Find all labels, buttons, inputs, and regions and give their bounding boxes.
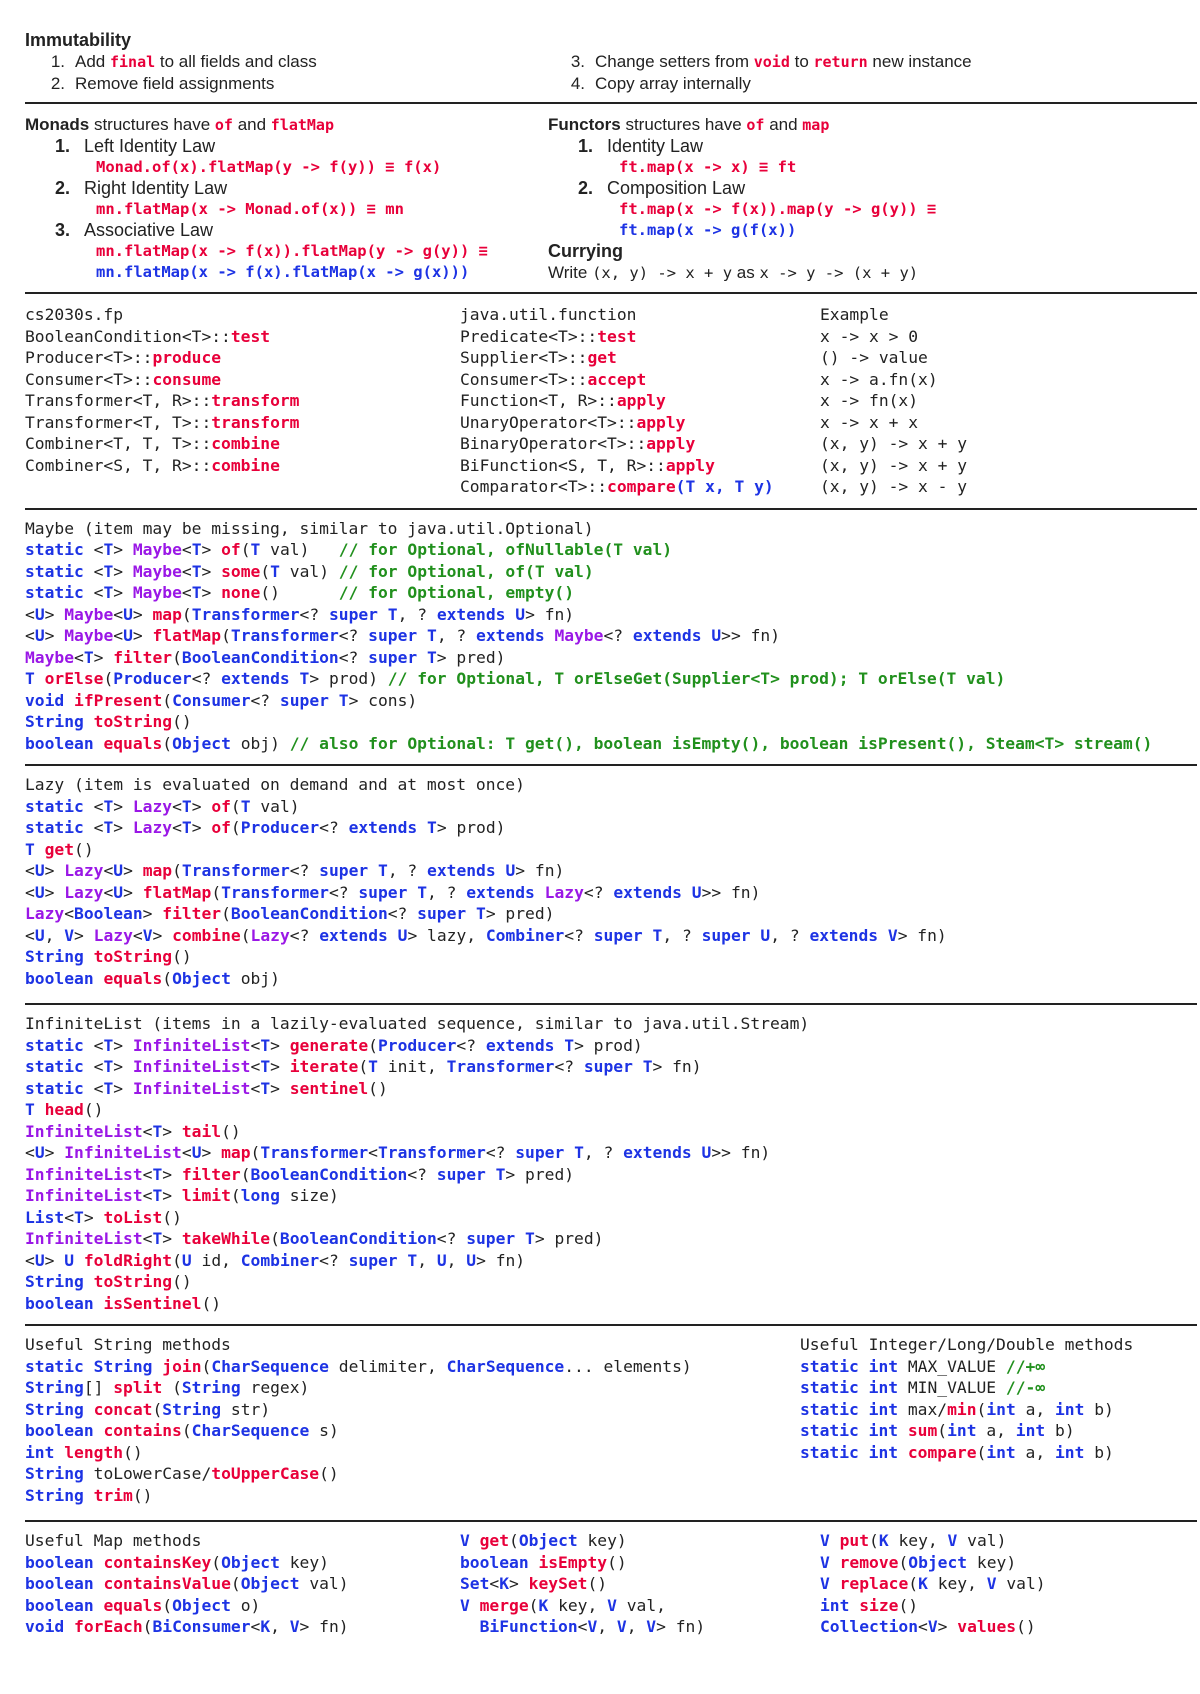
method-signature: String toString() bbox=[25, 947, 192, 966]
method-signature: static int MIN_VALUE //-∞ bbox=[800, 1378, 1046, 1397]
method-signature: static <T> InfiniteList<T> generate(Producer<? extends T> prod) bbox=[25, 1035, 643, 1055]
law-name: Associative Law bbox=[84, 220, 214, 240]
method-signature: String toLowerCase/toUpperCase() bbox=[25, 1464, 339, 1483]
interface-row: Combiner<S, T, R>::combine bbox=[25, 455, 280, 475]
interface-row: Function<T, R>::apply bbox=[460, 391, 666, 410]
method-signature: <U> InfiniteList<U> map(Transformer<Transformer<? super T, ? extends U>> fn) bbox=[25, 1143, 771, 1162]
column-header: cs2030s.fp bbox=[25, 305, 124, 324]
map-methods-col1 bbox=[25, 1530, 460, 1638]
method-signature: static <T> Maybe<T> of(T val) // for Optional, ofNullable(T val) bbox=[25, 540, 673, 559]
method-signature: V remove(Object key) bbox=[820, 1552, 1017, 1572]
immutability-item-1: 1. Add final to all fields and class bbox=[50, 52, 317, 71]
currying-desc: Write (x, y) -> x + y as x -> y -> (x + y) bbox=[548, 263, 919, 282]
method-signature: boolean equals(Object o) bbox=[25, 1595, 261, 1615]
method-signature: static <T> Lazy<T> of(Producer<? extends T> prod) bbox=[25, 818, 506, 837]
method-signature: static <T> InfiniteList<T> iterate(T init, Transformer<? super T> fn) bbox=[25, 1057, 702, 1076]
method-signature: Maybe<T> filter(BooleanCondition<? super T> pred) bbox=[25, 647, 506, 667]
interfaces-table bbox=[25, 304, 1197, 498]
method-signature: String trim() bbox=[25, 1485, 153, 1505]
law-code: Monad.of(x).flatMap(y -> f(y)) ≡ f(x) bbox=[96, 158, 442, 176]
law-name: Left Identity Law bbox=[84, 136, 216, 156]
law-code: ft.map(x -> f(x)).map(y -> g(y)) ≡ ft.map(x -> g(f(x)) bbox=[619, 200, 937, 239]
section-header: Useful String methods bbox=[25, 1335, 231, 1354]
interface-row: UnaryOperator<T>::apply bbox=[460, 412, 686, 432]
law-name: Composition Law bbox=[607, 178, 746, 198]
law-code: mn.flatMap(x -> f(x)).flatMap(y -> g(y)) ≡ mn.flatMap(x -> f(x).flatMap(x -> g(x))) bbox=[96, 242, 488, 281]
map-methods-col2 bbox=[460, 1530, 820, 1638]
immutability-item-4: 4. Copy array internally bbox=[570, 74, 751, 93]
example-lambda: (x, y) -> x - y bbox=[820, 477, 968, 496]
example-lambda: () -> value bbox=[820, 348, 928, 367]
example-lambda: x -> fn(x) bbox=[820, 391, 919, 410]
method-signature: <U, V> Lazy<V> combine(Lazy<? extends U> lazy, Combiner<? super T, ? super U, ? extends V> fn) bbox=[25, 925, 947, 945]
interface-row: BinaryOperator<T>::apply bbox=[460, 434, 696, 453]
method-signature: InfiniteList<T> tail() bbox=[25, 1121, 241, 1141]
method-signature: boolean isSentinel() bbox=[25, 1293, 222, 1313]
law-code: mn.flatMap(x -> Monad.of(x)) ≡ mn bbox=[96, 200, 404, 218]
divider bbox=[25, 764, 1197, 766]
method-signature: T orElse(Producer<? extends T> prod) // for Optional, T orElseGet(Supplier<T> prod); T orElse(T val) bbox=[25, 669, 1006, 688]
divider bbox=[25, 292, 1197, 294]
method-signature: Lazy<Boolean> filter(BooleanCondition<? super T> pred) bbox=[25, 904, 555, 923]
method-signature: String toString() bbox=[25, 712, 192, 731]
method-signature: static int max/min(int a, int b) bbox=[800, 1399, 1114, 1419]
method-signature: static <T> Maybe<T> some(T val) // for Optional, of(T val) bbox=[25, 561, 594, 581]
method-signature: boolean containsValue(Object val) bbox=[25, 1574, 349, 1593]
number-methods bbox=[800, 1334, 1133, 1506]
divider bbox=[25, 1324, 1197, 1326]
method-signature: boolean contains(CharSequence s) bbox=[25, 1421, 339, 1440]
divider bbox=[25, 1520, 1197, 1522]
method-signature: String[] split (String regex) bbox=[25, 1378, 310, 1397]
method-signature: V get(Object key) bbox=[460, 1531, 627, 1550]
maybe-section bbox=[25, 518, 1197, 755]
monads-functors-section bbox=[25, 114, 1197, 284]
cheatsheet-page bbox=[25, 30, 1197, 1638]
method-signature: static <T> Maybe<T> none() // for Optional, empty() bbox=[25, 583, 575, 602]
method-signature: String toString() bbox=[25, 1272, 192, 1291]
method-signature: boolean equals(Object obj) // also for Optional: T get(), boolean isEmpty(), boolean isPresent(), Steam<T> stream() bbox=[25, 733, 1153, 753]
method-signature: InfiniteList<T> filter(BooleanCondition<? super T> pred) bbox=[25, 1164, 575, 1184]
method-signature: static <T> InfiniteList<T> sentinel() bbox=[25, 1078, 388, 1098]
method-signature: List<T> toList() bbox=[25, 1207, 182, 1227]
method-signature: boolean isEmpty() bbox=[460, 1552, 627, 1572]
interface-row: Comparator<T>::compare(T x, T y) bbox=[460, 477, 774, 496]
method-signature: static int MAX_VALUE //+∞ bbox=[800, 1356, 1046, 1376]
law-code: ft.map(x -> x) ≡ ft bbox=[619, 158, 797, 176]
method-signature: <U> Lazy<U> map(Transformer<? super T, ? extends U> fn) bbox=[25, 861, 565, 880]
method-signature: static <T> Lazy<T> of(T val) bbox=[25, 796, 300, 816]
interface-row: Supplier<T>::get bbox=[460, 348, 617, 367]
immutability-item-3: 3. Change setters from void to return new instance bbox=[570, 52, 972, 71]
interfaces-col-cs2030s bbox=[25, 304, 460, 498]
method-signature: void forEach(BiConsumer<K, V> fn) bbox=[25, 1617, 349, 1636]
example-lambda: (x, y) -> x + y bbox=[820, 434, 968, 453]
divider bbox=[25, 1003, 1197, 1005]
interface-row: BooleanCondition<T>::test bbox=[25, 326, 271, 346]
method-signature: BiFunction<V, V, V> fn) bbox=[479, 1617, 706, 1636]
example-lambda: x -> x + x bbox=[820, 412, 919, 432]
immutability-title: Immutability bbox=[25, 30, 132, 50]
column-header: Example bbox=[820, 305, 889, 324]
column-header: java.util.function bbox=[460, 305, 637, 324]
interface-row: Transformer<T, T>::transform bbox=[25, 412, 300, 432]
method-signature: <U> U foldRight(U id, Combiner<? super T, U, U> fn) bbox=[25, 1250, 526, 1270]
method-signature: boolean equals(Object obj) bbox=[25, 968, 280, 988]
method-signature: void ifPresent(Consumer<? super T> cons) bbox=[25, 690, 418, 710]
interface-row: Producer<T>::produce bbox=[25, 348, 222, 367]
method-signature: int size() bbox=[820, 1595, 919, 1615]
currying-title: Currying bbox=[548, 241, 624, 261]
method-signature: String concat(String str) bbox=[25, 1399, 271, 1419]
interface-row: BiFunction<S, T, R>::apply bbox=[460, 455, 715, 475]
method-signature: <U> Maybe<U> map(Transformer<? super T, ? extends U> fn) bbox=[25, 604, 575, 624]
interface-row: Consumer<T>::accept bbox=[460, 369, 647, 389]
interfaces-col-example bbox=[820, 304, 967, 498]
string-methods bbox=[25, 1334, 800, 1506]
section-header: Maybe (item may be missing, similar to java.util.Optional) bbox=[25, 518, 594, 538]
infinitelist-section bbox=[25, 1013, 1197, 1314]
functors-block: Functors structures have of and map 1. Identity Law ft.map(x -> x) ≡ ft 2. Composition Law ft.map(x -> f(x)).map(y -> g(y)) ≡ ft.map(x -> g(f(x)) Currying Write (x, y) -> x + y as x -> y -> (x + y) bbox=[548, 115, 937, 282]
immutability-item-2: 2. Remove field assignments bbox=[50, 74, 275, 93]
method-signature: <U> Lazy<U> flatMap(Transformer<? super T, ? extends Lazy<? extends U>> fn) bbox=[25, 882, 761, 902]
string-number-section bbox=[25, 1334, 1197, 1506]
method-signature: V replace(K key, V val) bbox=[820, 1574, 1046, 1593]
divider bbox=[25, 102, 1197, 104]
method-signature: InfiniteList<T> limit(long size) bbox=[25, 1186, 339, 1205]
interface-row: Transformer<T, R>::transform bbox=[25, 391, 300, 410]
method-signature: static int compare(int a, int b) bbox=[800, 1442, 1114, 1462]
immutability-section bbox=[25, 30, 1197, 94]
section-header: Useful Integer/Long/Double methods bbox=[800, 1335, 1134, 1354]
interface-row: Predicate<T>::test bbox=[460, 326, 637, 346]
method-signature: V merge(K key, V val, bbox=[460, 1595, 666, 1615]
method-signature: T get() bbox=[25, 839, 94, 859]
method-signature: static int sum(int a, int b) bbox=[800, 1421, 1075, 1440]
law-name: Right Identity Law bbox=[84, 178, 228, 198]
method-signature: int length() bbox=[25, 1442, 143, 1462]
law-name: Identity Law bbox=[607, 136, 704, 156]
section-header: Useful Map methods bbox=[25, 1531, 202, 1550]
method-signature: <U> Maybe<U> flatMap(Transformer<? super T, ? extends Maybe<? extends U>> fn) bbox=[25, 626, 780, 645]
map-methods-col3 bbox=[820, 1530, 1046, 1638]
lazy-section bbox=[25, 774, 1197, 989]
method-signature: InfiniteList<T> takeWhile(BooleanCondition<? super T> pred) bbox=[25, 1229, 604, 1248]
method-signature: Set<K> keySet() bbox=[460, 1574, 608, 1593]
method-signature: static String join(CharSequence delimiter, CharSequence... elements) bbox=[25, 1356, 692, 1376]
method-signature: V put(K key, V val) bbox=[820, 1531, 1007, 1550]
monads-block: Monads structures have of and flatMap 1. Left Identity Law Monad.of(x).flatMap(y -> f(y)) ≡ f(x) 2. Right Identity Law mn.flatMap(x -> Monad.of(x)) ≡ mn 3. Associative Law mn.flatMap(x -> f(x)).flatMap(y -> g(y)) ≡ mn.flatMap(x -> f(x).flatMap(x -> g(x))) bbox=[25, 114, 548, 284]
interface-row: Consumer<T>::consume bbox=[25, 369, 222, 389]
interfaces-col-java bbox=[460, 304, 820, 498]
example-lambda: x -> x > 0 bbox=[820, 326, 919, 346]
example-lambda: (x, y) -> x + y bbox=[820, 455, 968, 475]
method-signature: Collection<V> values() bbox=[820, 1617, 1036, 1636]
interface-row: Combiner<T, T, T>::combine bbox=[25, 434, 280, 453]
method-signature: boolean containsKey(Object key) bbox=[25, 1552, 329, 1572]
example-lambda: x -> a.fn(x) bbox=[820, 369, 938, 389]
method-signature: T head() bbox=[25, 1100, 104, 1119]
divider bbox=[25, 508, 1197, 510]
map-methods-section bbox=[25, 1530, 1197, 1638]
section-header: InfiniteList (items in a lazily-evaluated sequence, similar to java.util.Stream) bbox=[25, 1014, 810, 1033]
section-header: Lazy (item is evaluated on demand and at most once) bbox=[25, 775, 525, 794]
